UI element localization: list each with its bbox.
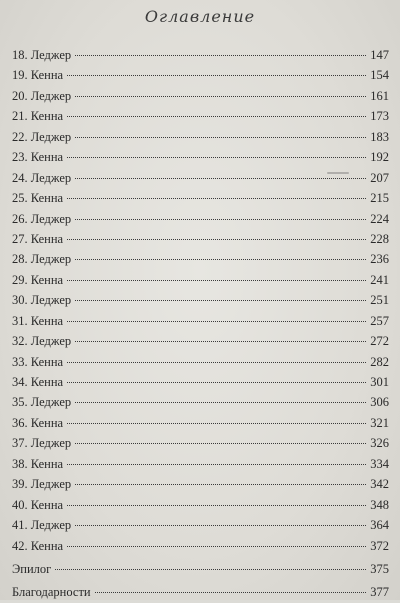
toc-entry-label: 23. Кенна <box>12 150 64 165</box>
dot-leader <box>67 157 366 158</box>
toc-entry <box>12 536 389 556</box>
ink-smudge <box>327 172 349 174</box>
toc-entry <box>12 474 389 494</box>
toc-entry-page-number: 161 <box>370 88 389 103</box>
toc-entry-label: 38. Кенна <box>12 456 64 471</box>
toc-entry-page-number: 183 <box>370 129 389 144</box>
toc-entry-page-number: 215 <box>370 191 389 206</box>
toc-entry-label: 31. Кенна <box>12 313 64 328</box>
dot-leader <box>67 280 366 281</box>
toc-entry-label: 22. Леджер <box>12 129 72 144</box>
toc-entry-page-number: 272 <box>370 334 389 349</box>
toc-entry-page-number: 207 <box>370 170 389 185</box>
dot-leader <box>55 569 366 570</box>
dot-leader <box>67 75 366 76</box>
dot-leader <box>67 198 366 199</box>
page-title: Оглавление <box>144 7 256 26</box>
toc-entry-label: 30. Леджер <box>12 293 72 308</box>
dot-leader <box>67 116 366 117</box>
toc-entry <box>12 352 389 372</box>
dot-leader <box>67 239 366 240</box>
toc-entry-page-number: 301 <box>370 375 389 389</box>
toc-entry <box>12 127 389 147</box>
toc-entry-label: Благодарности <box>12 585 91 600</box>
toc-entry <box>12 433 389 453</box>
toc-entry-label: 41. Леджер <box>12 518 72 533</box>
toc-entry <box>12 290 389 310</box>
toc-entry-label: Эпилог <box>12 561 52 576</box>
dot-leader <box>75 484 366 485</box>
toc-entry-page-number: 228 <box>370 231 389 246</box>
toc-entry-page-number: 241 <box>370 272 389 287</box>
toc-entry <box>12 229 389 249</box>
toc-entry <box>12 495 389 515</box>
dot-leader <box>75 525 366 526</box>
toc-entry-label: 35. Леджер <box>12 395 72 410</box>
toc-entry-label: 33. Кенна <box>12 354 64 369</box>
toc-entry <box>12 454 389 474</box>
toc-entry <box>12 249 389 269</box>
toc-entry-page-number: 251 <box>370 293 389 308</box>
dot-leader <box>67 382 366 383</box>
toc-entry <box>12 372 389 392</box>
toc-entry-label: 26. Леджер <box>12 211 72 226</box>
toc-entry-label: 36. Кенна <box>12 415 64 430</box>
dot-leader <box>75 402 366 403</box>
toc-entry-page-number: 372 <box>370 538 389 553</box>
toc-entry <box>12 270 389 290</box>
toc-entry-page-number: 364 <box>370 518 389 533</box>
toc-entry-page-number: 342 <box>370 477 389 492</box>
toc-entry-page-number: 348 <box>370 497 389 512</box>
toc-entry <box>12 168 389 188</box>
dot-leader <box>95 592 367 593</box>
toc-entry-label: 39. Леджер <box>12 477 72 492</box>
toc-entry <box>12 559 389 579</box>
dot-leader <box>75 443 366 444</box>
toc-entry-label: 29. Кенна <box>12 272 64 287</box>
toc-entry <box>12 311 389 331</box>
toc-entry-label: 34. Кенна <box>12 375 64 389</box>
toc-entry <box>12 65 389 85</box>
toc-entry <box>12 413 389 433</box>
toc-entry-page-number: 192 <box>370 150 389 165</box>
dot-leader <box>75 259 366 260</box>
toc-entry <box>12 45 389 65</box>
toc-entry-page-number: 147 <box>370 48 389 62</box>
toc-entry <box>12 188 389 208</box>
toc-entry <box>12 106 389 126</box>
toc-entry-label: 18. Леджер <box>12 48 72 62</box>
toc-entry-label: 42. Кенна <box>12 538 64 553</box>
toc-entry-page-number: 334 <box>370 456 389 471</box>
toc-entry-label: 32. Леджер <box>12 334 72 349</box>
toc-entry-label: 20. Леджер <box>12 88 72 103</box>
toc-entry-label: 40. Кенна <box>12 497 64 512</box>
dot-leader <box>75 341 366 342</box>
toc-entry-page-number: 306 <box>370 395 389 410</box>
toc-entry-label: 37. Леджер <box>12 436 72 451</box>
dot-leader <box>67 423 366 424</box>
toc-entry-label: 27. Кенна <box>12 231 64 246</box>
dot-leader <box>67 546 366 547</box>
dot-leader <box>75 178 366 179</box>
toc-entry <box>12 331 389 351</box>
table-of-contents <box>12 45 389 603</box>
toc-entry <box>12 209 389 229</box>
toc-entry-label: 25. Кенна <box>12 191 64 206</box>
dot-leader <box>75 137 366 138</box>
toc-entry-label: 28. Леджер <box>12 252 72 267</box>
toc-entry-page-number: 377 <box>370 585 389 600</box>
toc-entry-label: 21. Кенна <box>12 109 64 124</box>
toc-entry <box>12 86 389 106</box>
dot-leader <box>75 219 366 220</box>
dot-leader <box>67 321 366 322</box>
dot-leader <box>75 55 366 56</box>
dot-leader <box>67 505 366 506</box>
toc-entry-page-number: 257 <box>370 313 389 328</box>
toc-entry-page-number: 236 <box>370 252 389 267</box>
toc-entry-page-number: 282 <box>370 354 389 369</box>
toc-entry <box>12 392 389 412</box>
toc-entry-page-number: 321 <box>370 415 389 430</box>
toc-entry-label: 24. Леджер <box>12 170 72 185</box>
dot-leader <box>67 464 366 465</box>
dot-leader <box>75 96 366 97</box>
toc-entry <box>12 515 389 535</box>
dot-leader <box>67 362 366 363</box>
toc-entry-label: 19. Кенна <box>12 68 64 83</box>
toc-entry-page-number: 173 <box>370 109 389 124</box>
toc-entry-page-number: 224 <box>370 211 389 226</box>
toc-entry-page-number: 375 <box>370 561 389 576</box>
toc-entry <box>12 147 389 167</box>
dot-leader <box>75 300 366 301</box>
toc-entry-page-number: 154 <box>370 68 389 83</box>
toc-entry-page-number: 326 <box>370 436 389 451</box>
